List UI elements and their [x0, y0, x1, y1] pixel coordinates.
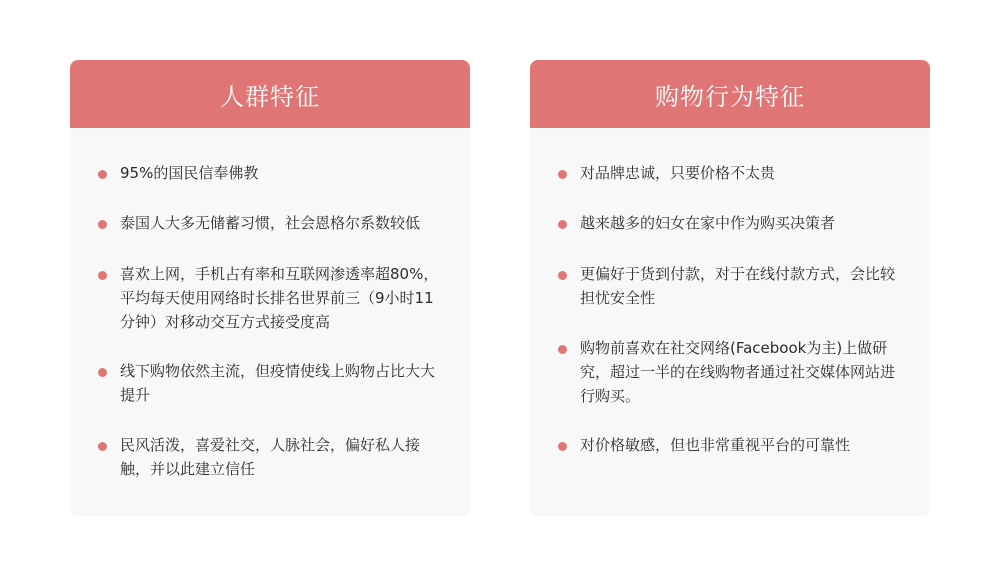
list-item-text: 95%的国民信奉佛教 [120, 164, 259, 182]
list-item [558, 214, 902, 235]
list-item-text: 越来越多的妇女在家中作为购买决策者 [580, 214, 836, 232]
list-item [98, 362, 442, 407]
list-item [558, 265, 902, 310]
population-features-card [70, 60, 470, 516]
list-item [558, 339, 902, 408]
bullet-dot-icon [98, 442, 107, 451]
list-item-text: 线下购物依然主流，但疫情使线上购物占比大大提升 [120, 362, 436, 404]
bullet-dot-icon [98, 220, 107, 229]
list-item [98, 214, 442, 235]
bullet-dot-icon [98, 271, 107, 280]
list-item-text: 对品牌忠诚，只要价格不太贵 [580, 164, 776, 182]
bullet-dot-icon [98, 170, 107, 179]
bullet-dot-icon [558, 442, 567, 451]
list-item-text: 喜欢上网，手机占有率和互联网渗透率超80%，平均每天使用网络时长排名世界前三（9小时11分钟）对移动交互方式接受度高 [120, 265, 439, 331]
bullet-dot-icon [558, 345, 567, 354]
bullet-dot-icon [98, 368, 107, 377]
list-item-text: 更偏好于货到付款，对于在线付款方式，会比较担忧安全性 [580, 265, 896, 307]
list-item [558, 436, 902, 457]
bullet-dot-icon [558, 220, 567, 229]
bullet-dot-icon [558, 271, 567, 280]
list-item [98, 164, 442, 185]
list-item-text: 购物前喜欢在社交网络(Facebook为主)上做研究，超过一半的在线购物者通过社交媒体网站进行购买。 [580, 339, 896, 405]
list-item [558, 164, 902, 185]
shopping-behavior-card [530, 60, 930, 516]
bullet-dot-icon [558, 170, 567, 179]
list-item [98, 436, 442, 481]
list-item-text: 泰国人大多无储蓄习惯，社会恩格尔系数较低 [120, 214, 421, 232]
list-item [98, 265, 442, 334]
card-title: 购物行为特征 [530, 60, 930, 128]
list-item-text: 对价格敏感，但也非常重视平台的可靠性 [580, 436, 851, 454]
card-title: 人群特征 [70, 60, 470, 128]
list-item-text: 民风活泼，喜爱社交，人脉社会，偏好私人接触，并以此建立信任 [120, 436, 421, 478]
